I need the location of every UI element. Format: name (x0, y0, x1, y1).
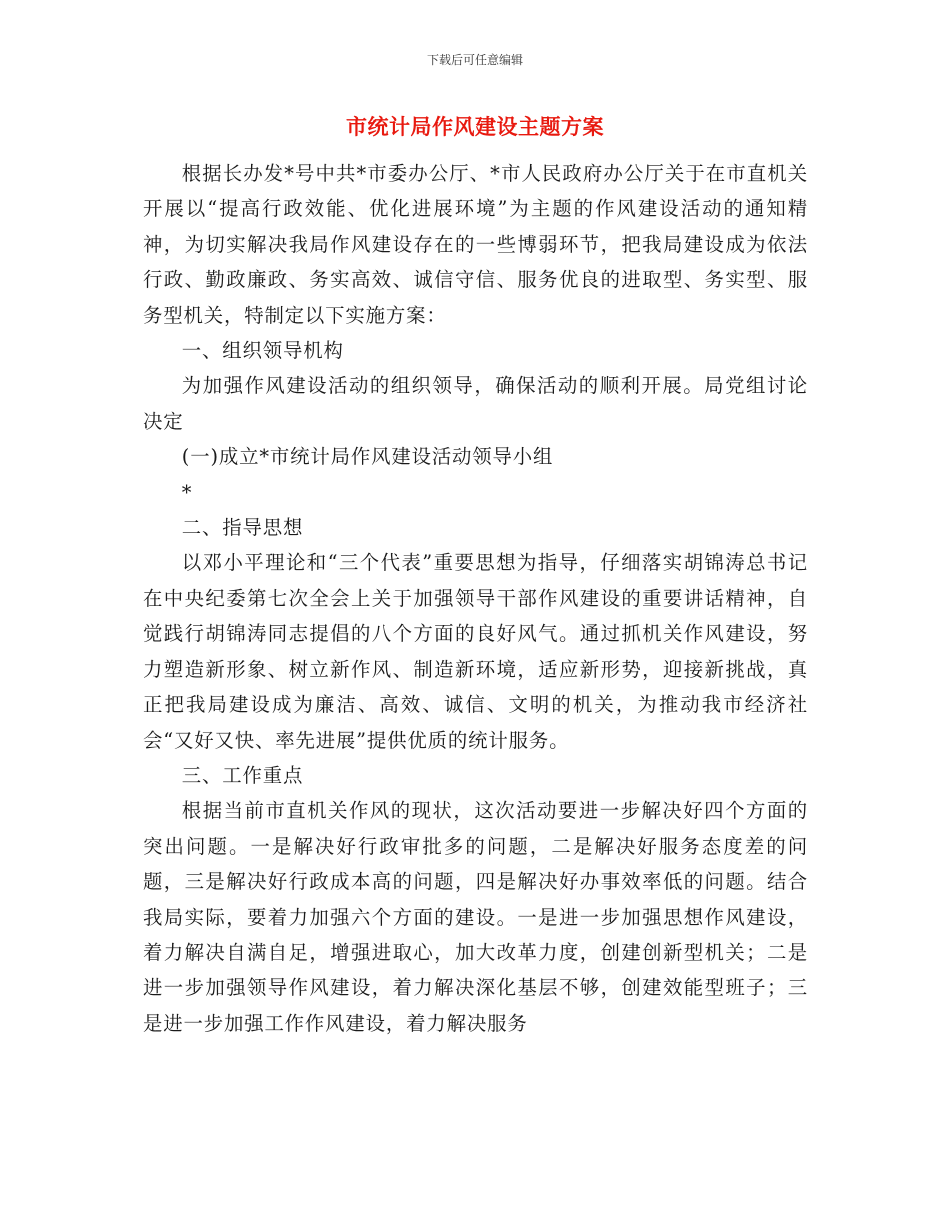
paragraph-intro: 根据长办发*号中共*市委办公厅、*市人民政府办公厅关于在市直机关开展以“提高行政效能、优化进展环境”为主题的作风建设活动的通知精神，为切实解决我局作风建设存在的一些博弱环节，把我局建设成为依法行政、勤政廉政、务实高效、诚信守信、服务优良的进取型、务实型、服务型机关，特制定以下实施方案： (143, 162, 808, 327)
document-title: 市统计局作风建设主题方案 (346, 114, 604, 139)
paragraph-work-focus: 根据当前市直机关作风的现状，这次活动要进一步解决好四个方面的突出问题。一是解决好行政审批多的问题，二是解决好服务态度差的问题，三是解决好行政成本高的问题，四是解决好办事效率低的问题。结合我局实际，要着力加强六个方面的建设。一是进一步加强思想作风建设，着力解决自满自足，增强进取心，加大改革力度，创建创新型机关；二是进一步加强领导作风建设，着力解决深化基层不够，创建效能型班子；三是进一步加强工作作风建设，着力解决服务 (143, 799, 808, 1035)
paragraph-asterisk: * (181, 480, 193, 504)
paragraph-guiding-ideology: 以邓小平理论和“三个代表”重要思想为指导，仔细落实胡锦涛总书记在中央纪委第七次全会上关于加强领导干部作风建设的重要讲话精神，自觉践行胡锦涛同志提倡的八个方面的良好风气。通过抓机关作风建设，努力塑造新形象、树立新作风、制造新环境，适应新形势，迎接新挑战，真正把我局建设成为廉洁、高效、诚信、文明的机关，为推动我市经济社会“又好又快、率先进展”提供优质的统计服务。 (143, 551, 808, 752)
heading-organization: 一、组织领导机构 (181, 339, 344, 363)
document-body (143, 156, 808, 1041)
heading-guiding-ideology: 二、指导思想 (181, 516, 304, 540)
paragraph-organization: 为加强作风建设活动的组织领导，确保活动的顺利开展。局党组讨论决定 (143, 374, 808, 433)
heading-work-focus: 三、工作重点 (181, 763, 304, 787)
page-header-note: 下载后可任意编辑 (426, 53, 523, 67)
subheading-leading-group: (一)成立*市统计局作风建设活动领导小组 (181, 445, 554, 469)
